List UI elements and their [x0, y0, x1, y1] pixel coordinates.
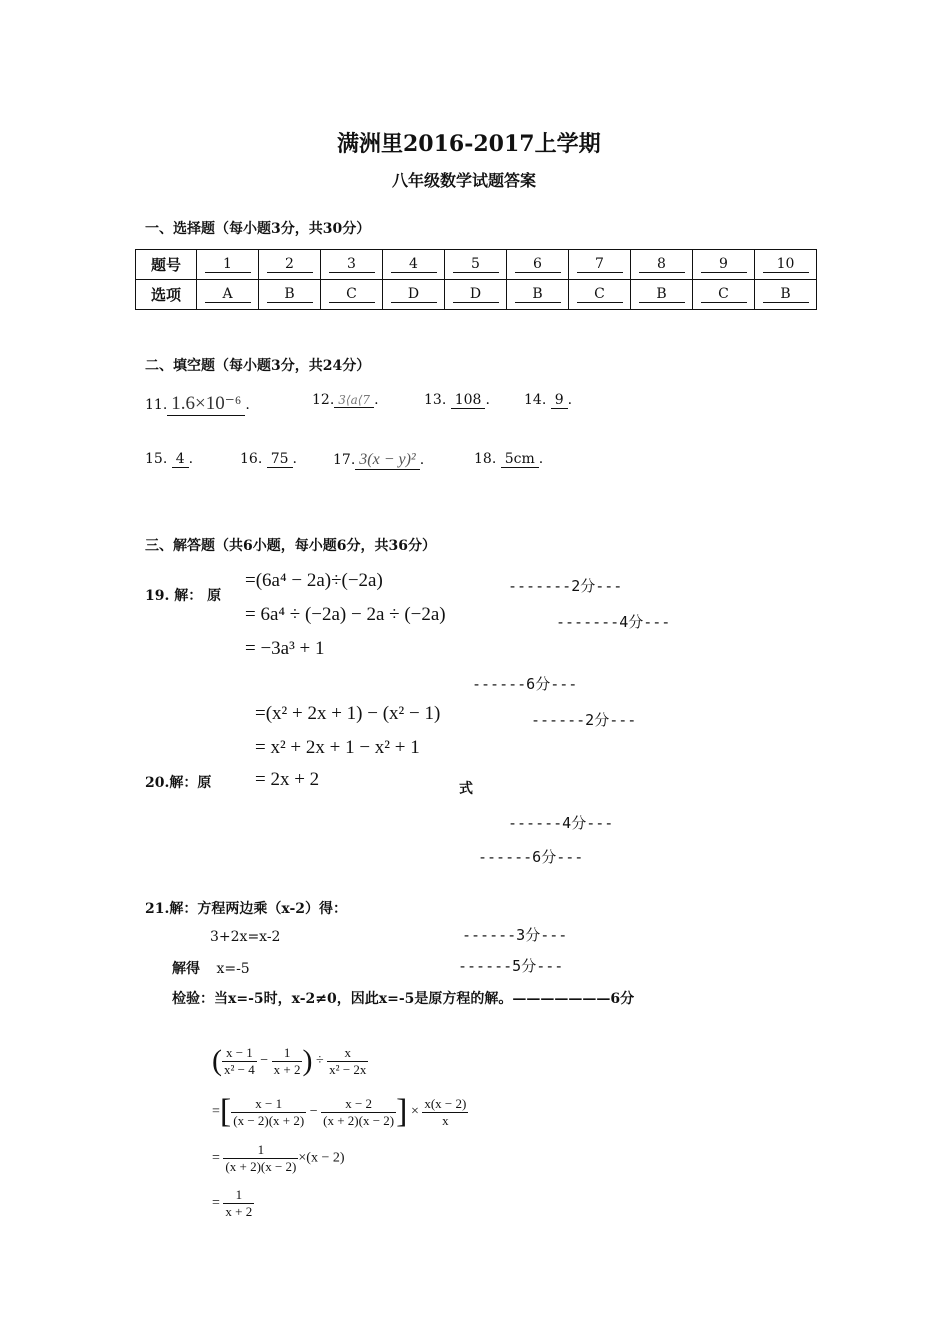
q20-score-1: ------2分---: [531, 711, 637, 729]
row-label-answer: 选项: [136, 280, 197, 310]
q21-step1: 3+2x=x-2: [210, 929, 281, 945]
fill-item-15: [145, 451, 193, 468]
q21-step2-value: x=-5: [216, 961, 250, 977]
table-cell: 4: [391, 256, 437, 273]
fill-item-18: [474, 451, 543, 468]
table-cell: 5: [453, 256, 499, 273]
answer-value: 5cm: [501, 451, 539, 468]
q20-label: 20.解：原: [145, 775, 212, 791]
answer-value: 3⟨a⟨7: [334, 393, 374, 408]
table-cell: C: [701, 286, 747, 303]
question-number: 18.: [474, 451, 497, 467]
table-cell: 3: [329, 256, 375, 273]
table-cell: B: [515, 286, 561, 303]
fraction: $\frac{1}{x + 2}$: [225, 1187, 253, 1219]
table-cell: C: [329, 286, 375, 303]
table-cell: D: [453, 286, 499, 303]
section-choice-heading: 一、选择题（每小题3分，共30分）: [145, 221, 371, 237]
page-title: 满洲里2016-2017上学期: [337, 131, 601, 157]
fraction: $\frac{x - 2}{(x + 2)(x - 2)}$: [323, 1095, 395, 1128]
q21-label: 21.解：方程两边乘（x-2）得：: [145, 901, 348, 917]
period: .: [292, 451, 297, 467]
fill-item-14: [524, 392, 572, 409]
fill-item-16: [240, 451, 297, 468]
row-label-number: 题号: [136, 250, 197, 280]
answer-value: 4: [172, 451, 189, 468]
fraction: $\frac{1}{x + 2}$: [273, 1044, 301, 1077]
table-cell: 8: [639, 256, 685, 273]
table-cell: D: [391, 286, 437, 303]
answer-value: 75: [267, 451, 293, 468]
q19-score-1: -------2分---: [508, 577, 623, 595]
answer-value: 9: [551, 392, 568, 409]
fill-item-17: [333, 451, 424, 470]
table-cell: B: [763, 286, 809, 303]
q20-step1: =(x² + 2x + 1) − (x² − 1): [255, 703, 441, 724]
table-row-answers: [136, 280, 817, 310]
table-cell: 1: [205, 256, 251, 273]
fraction: $\frac{x}{\text{x² − 2x}}$: [329, 1044, 367, 1077]
question-number: 15.: [145, 451, 168, 467]
question-number: 12.: [312, 392, 335, 408]
answer-value: 3(x − y)²: [355, 451, 419, 470]
q21-step2: [172, 958, 250, 978]
period: .: [374, 392, 379, 408]
period: .: [538, 451, 544, 467]
q21-score-1: ------3分---: [462, 926, 568, 944]
fill-item-11: [145, 392, 250, 416]
question-number: 16.: [240, 451, 263, 467]
table-cell: 10: [763, 256, 809, 273]
q22-line4: = $\frac{1}{x + 2}$: [212, 1187, 253, 1219]
table-cell: C: [577, 286, 623, 303]
question-number: 14.: [524, 392, 547, 408]
q19-step2: = 6a⁴ ÷ (−2a) − 2a ÷ (−2a): [245, 604, 446, 625]
q19-step1: =(6a⁴ − 2a)÷(−2a): [245, 570, 383, 591]
q22-line3: = $\frac{1}{(x + 2)(x - 2)}$ ×(x − 2): [212, 1142, 345, 1174]
fill-item-13: [424, 392, 490, 409]
fraction: $\frac{1}{(x + 2)(x - 2)}$: [225, 1142, 297, 1174]
fill-item-12: [312, 392, 379, 408]
table-cell: B: [639, 286, 685, 303]
q19-label: 19. 解： 原: [145, 588, 222, 604]
period: .: [485, 392, 490, 408]
q21-check: 检验：当x=-5时，x-2≠0，因此x=-5是原方程的解。———————6分: [172, 991, 635, 1007]
q20-step3: = 2x + 2: [255, 769, 320, 790]
fraction: $\frac{x - 1}{\text{x² − 4}}$: [224, 1044, 255, 1077]
period: .: [188, 451, 194, 467]
q21-score-2: ------5分---: [458, 957, 564, 975]
q19-step3: = −3a³ + 1: [245, 638, 325, 659]
table-cell: A: [205, 286, 251, 303]
table-row-numbers: [136, 250, 817, 280]
table-cell: B: [267, 286, 313, 303]
period: .: [567, 392, 573, 408]
section-solve-heading: 三、解答题（共6小题，每小题6分，共36分）: [145, 538, 436, 554]
q19-score-3: ------6分---: [472, 675, 578, 693]
q22-line2: =[ $\frac{x - 1}{(x - 2)(x + 2)}$ − $\frac{x - 2}{(x + 2)(x - 2)}$ ] × $\frac{x(x - 2)}{x}$: [212, 1093, 467, 1130]
q20-shi: 式: [459, 781, 473, 797]
q21-step2-label: 解得: [172, 961, 200, 977]
table-cell: 2: [267, 256, 313, 273]
question-number: 17.: [333, 452, 356, 468]
q19-score-2: -------4分---: [556, 613, 671, 631]
fraction: $\frac{x(x - 2)}{x}$: [424, 1095, 467, 1128]
period: .: [419, 452, 425, 468]
q20-score-2: ------4分---: [508, 814, 614, 832]
section-fill-heading: 二、填空题（每小题3分，共24分）: [145, 358, 371, 374]
table-cell: 9: [701, 256, 747, 273]
q20-score-3: ------6分---: [478, 848, 584, 866]
answer-table: [135, 249, 817, 310]
question-number: 13.: [424, 392, 447, 408]
table-cell: 7: [577, 256, 623, 273]
question-number: 11.: [145, 397, 168, 413]
answer-value: 1.6×10⁻⁶: [167, 392, 245, 416]
table-cell: 6: [515, 256, 561, 273]
answer-value: 108: [451, 392, 486, 409]
page-subtitle: 八年级数学试题答案: [392, 171, 537, 190]
q20-step2: = x² + 2x + 1 − x² + 1: [255, 737, 420, 758]
period: .: [245, 397, 250, 413]
q22-line1: ( $\frac{x - 1}{\text{x² − 4}}$ − $\frac{1}{x + 2}$ ) ÷ $\frac{x}{\text{x² − 2x}}$: [212, 1044, 367, 1077]
fraction: $\frac{x - 1}{(x - 2)(x + 2)}$: [233, 1095, 305, 1128]
